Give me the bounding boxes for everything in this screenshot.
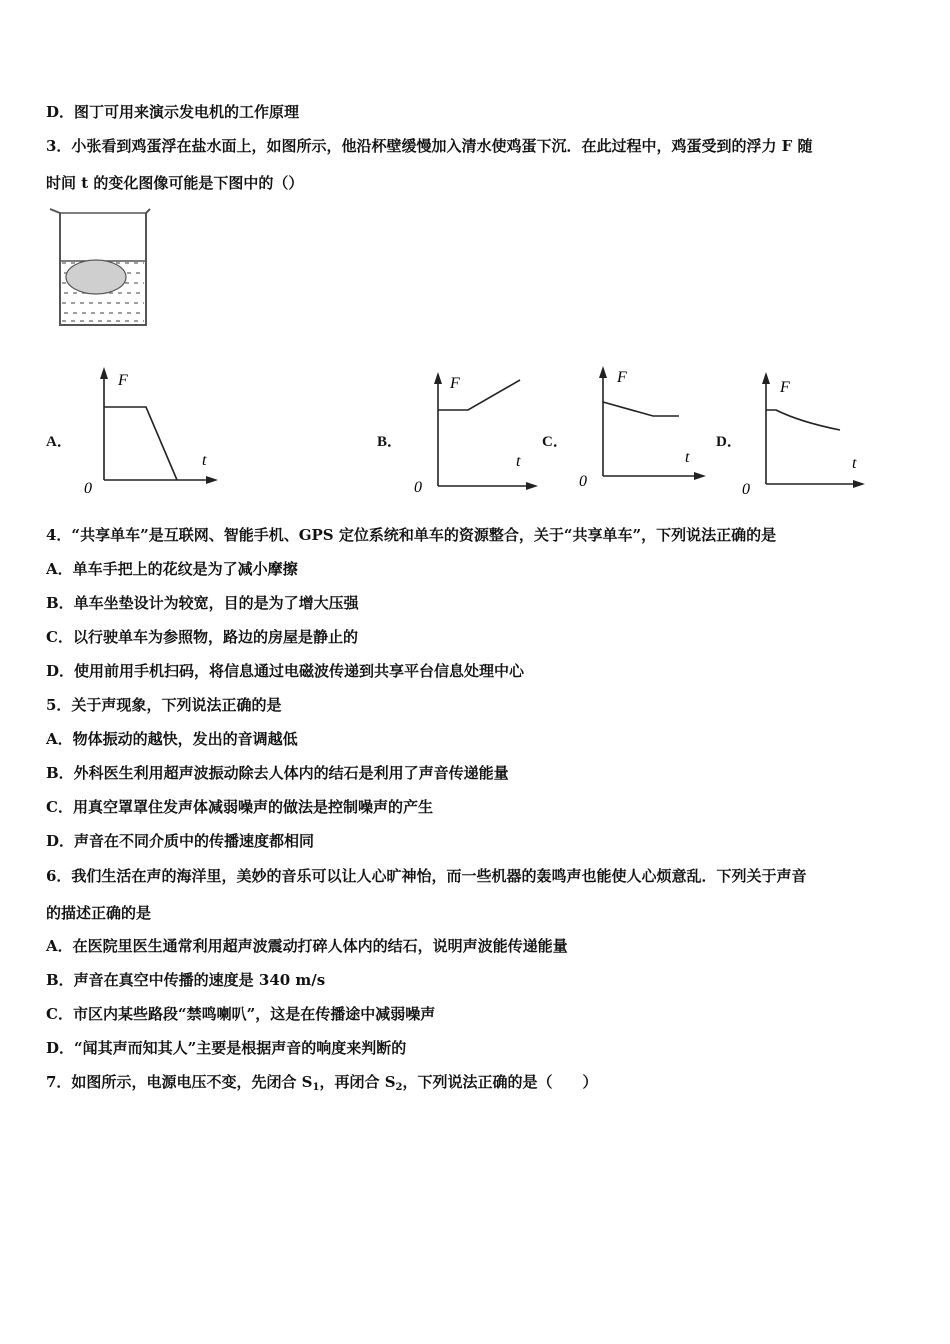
q7-sub-1: 1 [312,1082,320,1093]
q7-stem-part-3: ，下列说法正确的是（ ） [402,1073,598,1091]
graph-d-origin: 0 [742,481,750,498]
q5-stem: 5．关于声现象，下列说法正确的是 [46,696,282,714]
graph-a-origin: 0 [84,480,92,497]
graph-d-label: D． [716,434,742,450]
graph-c-f-label: F [617,369,627,386]
q5-option-b: B．外科医生利用超声波振动除去人体内的结石是利用了声音传递能量 [46,764,509,782]
q4-option-a: A．单车手把上的花纹是为了减小摩擦 [46,560,298,578]
graph-d [740,370,875,500]
q2-option-d: D．图丁可用来演示发电机的工作原理 [46,103,300,121]
q7-sub-2: 2 [395,1082,403,1093]
graph-c-origin: 0 [579,473,587,490]
q7-stem-part-2: ，再闭合 S [319,1073,396,1091]
q3-stem-line-2: 时间 t 的变化图像可能是下图中的（） [46,174,304,192]
graph-d-t-label: t [852,455,857,472]
graph-c-label: C． [542,434,568,450]
q3-stem-line-1: 3．小张看到鸡蛋浮在盐水面上，如图所示，他沿杯壁缓慢加入清水使鸡蛋下沉．在此过程中，鸡蛋受到的浮力 F 随 [46,137,813,155]
q6-option-b: B．声音在真空中传播的速度是 340 m/s [46,971,326,989]
q6-option-d: D．“闻其声而知其人”主要是根据声音的响度来判断的 [46,1039,407,1057]
beaker-egg-figure [46,205,156,333]
q4-stem: 4．“共享单车”是互联网、智能手机、GPS 定位系统和单车的资源整合，关于“共享单车”，下列说法正确的是 [46,526,777,544]
graph-b [410,368,545,503]
egg [66,260,126,294]
graph-b-origin: 0 [414,479,422,496]
graph-b-t-label: t [516,453,521,470]
q6-stem-line-1: 6．我们生活在声的海洋里，美妙的音乐可以让人心旷神怡，而一些机器的轰鸣声也能使人心烦意乱．下列关于声音 [46,867,807,885]
q5-option-c: C．用真空罩罩住发声体减弱噪声的做法是控制噪声的产生 [46,798,433,816]
graph-a-f-label: F [118,372,128,389]
graph-b-label: B． [377,434,403,450]
q6-option-c: C．市区内某些路段“禁鸣喇叭”，这是在传播途中减弱噪声 [46,1005,436,1023]
q4-option-c: C．以行驶单车为参照物，路边的房屋是静止的 [46,628,358,646]
q4-option-d: D．使用前用手机扫码，将信息通过电磁波传递到共享平台信息处理中心 [46,662,525,680]
graph-a-label: A． [46,434,72,450]
q6-option-a: A．在医院里医生通常利用超声波震动打碎人体内的结石，说明声波能传递能量 [46,937,568,955]
q7-stem [46,1072,598,1098]
q5-option-d: D．声音在不同介质中的传播速度都相同 [46,832,315,850]
graph-c-t-label: t [685,449,690,466]
q4-option-b: B．单车坐垫设计为较宽，目的是为了增大压强 [46,594,359,612]
q7-stem-part-1: 7．如图所示，电源电压不变，先闭合 S [46,1073,313,1091]
graph-b-f-label: F [450,375,460,392]
graph-d-f-label: F [780,379,790,396]
q6-stem-line-2: 的描述正确的是 [46,904,152,922]
graph-c [575,364,715,499]
q5-option-a: A．物体振动的越快，发出的音调越低 [46,730,298,748]
graph-a [80,365,225,500]
graph-a-t-label: t [202,452,207,469]
